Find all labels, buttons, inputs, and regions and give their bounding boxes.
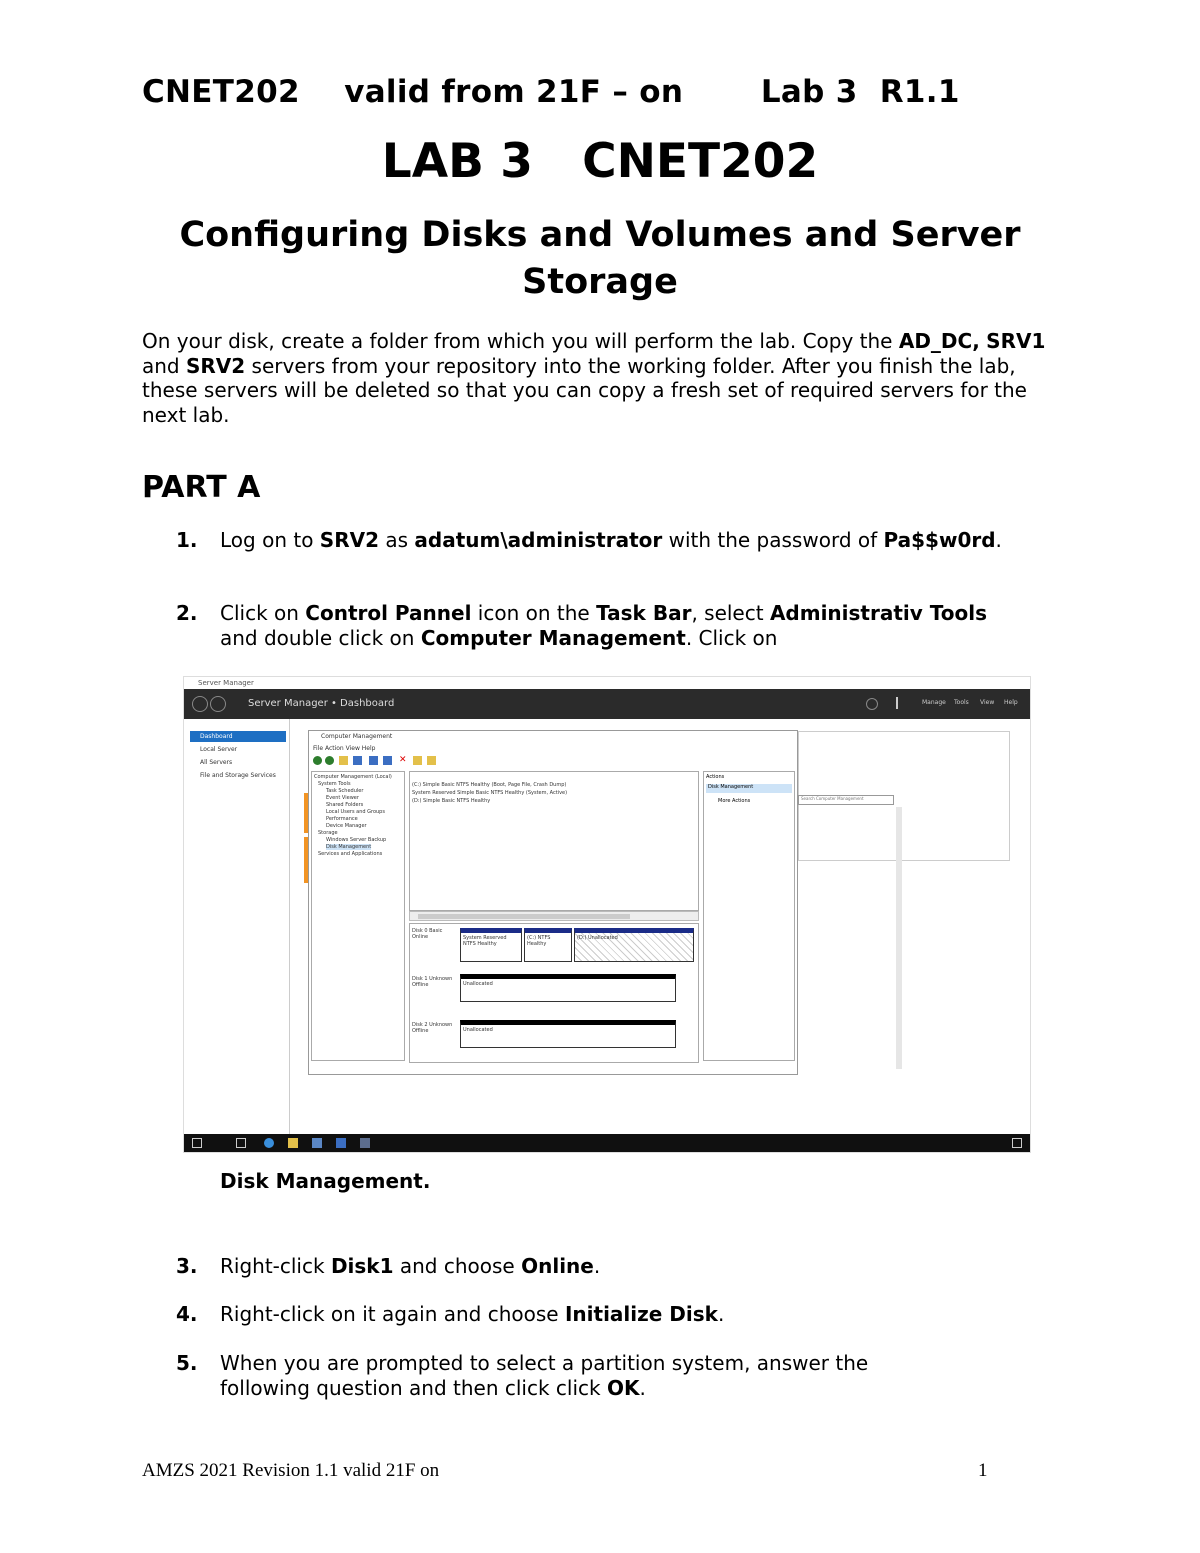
volume-row[interactable]: (D:) Simple Basic NTFS Healthy [412,798,491,804]
view-icon[interactable] [383,756,392,765]
server-manager-icon[interactable] [312,1138,322,1148]
tree-item[interactable]: System Tools [318,781,351,787]
flag-icon[interactable] [896,697,898,709]
tree-item[interactable]: Services and Applications [318,851,383,857]
step-text: Click on Control Pannel icon on the Task Bar, select Administrativ Tools and double click on Computer Management. Click on Disk Management. [220,601,987,1193]
tree-item[interactable]: Windows Server Backup [326,837,387,843]
intro-ad-dc: AD_DC, [898,329,980,353]
tree-item[interactable]: Task Scheduler [326,788,364,794]
intro-text: On your disk, create a folder from which you will perform the lab. Copy the [142,329,899,353]
tree-item[interactable]: Shared Folders [326,802,364,808]
action-more-actions[interactable]: More Actions [718,798,751,804]
back-icon[interactable] [313,756,322,765]
sidebar-item-all-servers[interactable]: All Servers [200,759,233,766]
tree-item[interactable]: Local Users and Groups [326,809,385,815]
footer-text: AMZS 2021 Revision 1.1 valid 21F on [142,1460,440,1481]
open-icon[interactable] [413,756,422,765]
disk1-label[interactable]: Disk 1 Unknown Offline [412,976,453,988]
notification-icon[interactable] [1012,1138,1022,1148]
step-number: 4. [176,1302,198,1326]
powershell-icon[interactable] [336,1138,346,1148]
server-manager-screenshot [183,676,1031,1153]
menu-tools[interactable]: Tools [954,699,969,706]
lab-title: LAB 3 CNET202 [381,134,819,189]
intro-paragraph [142,329,1072,427]
cm-menubar[interactable]: File Action View Help [313,745,376,752]
breadcrumb: Server Manager • Dashboard [248,698,395,709]
step-number: 3. [176,1254,198,1278]
volume-row[interactable]: (C:) Simple Basic NTFS Healthy (Boot, Page File, Crash Dump) [412,782,567,788]
step-number: 1. [176,528,198,552]
tree-item-disk-management[interactable]: Disk Management [326,844,372,850]
intro-srv1: SRV1 [986,329,1046,353]
sidebar [184,719,290,1136]
computer-management-icon[interactable] [360,1138,370,1148]
disk2-label[interactable]: Disk 2 Unknown Offline [412,1022,453,1034]
tree-item[interactable]: Event Viewer [326,795,359,801]
disk2-unallocated[interactable]: Unallocated [460,1020,676,1048]
volume-list [409,771,699,911]
tree-item[interactable]: Performance [326,816,358,822]
disk0-volume[interactable]: (C:) NTFS Healthy [524,928,572,962]
disk0-volume[interactable]: System Reserved NTFS Healthy [460,928,522,962]
step-text: When you are prompted to select a partition system, answer the following question and then click click OK. [220,1351,869,1400]
tree-item[interactable]: Computer Management (Local) [314,774,392,780]
forward-icon[interactable] [210,696,226,712]
actions-header: Actions [706,774,725,780]
intro-text: servers from your repository into the working folder. After you finish the lab, these servers will be deleted so that you can copy a fresh set of required servers for the next lab. [142,353,1027,427]
page-number: 1 [978,1460,988,1481]
document-header: CNET202 valid from 21F – on Lab 3 R1.1 [142,74,960,110]
computer-management-window [308,730,798,1075]
intro-text: and [142,353,186,378]
console-tree [311,771,405,1061]
step-text: Log on to SRV2 as adatum\administrator with the password of Pa$$w0rd. [220,528,1002,552]
menu-manage[interactable]: Manage [922,699,946,706]
disk1-unallocated[interactable]: Unallocated [460,974,676,1002]
horizontal-scrollbar[interactable] [409,911,699,921]
intro-srv2: SRV2 [185,353,246,378]
step-number: 2. [176,601,198,625]
properties-icon[interactable] [353,756,362,765]
actions-pane [703,771,795,1061]
search-icon[interactable] [427,756,436,765]
server-manager-bar [184,689,1030,719]
back-icon[interactable] [192,696,208,712]
task-view-icon[interactable] [236,1138,246,1148]
cm-toolbar [313,755,513,767]
refresh-icon[interactable] [866,698,878,710]
sidebar-item-dashboard[interactable]: Dashboard [190,731,286,742]
sidebar-item-local-server[interactable]: Local Server [200,746,238,753]
delete-icon[interactable]: ✕ [399,755,407,765]
menu-help[interactable]: Help [1004,699,1018,706]
sidebar-item-file-storage[interactable]: File and Storage Services [200,772,276,779]
search-input[interactable]: Search Computer Management [798,795,894,805]
taskbar [184,1134,1030,1152]
step-number: 5. [176,1351,198,1375]
disk0-volume[interactable]: (D:) Unallocated [574,928,694,962]
lab-subtitle: Configuring Disks and Volumes and Server Storage [179,215,1021,302]
disk-graphical-view [409,923,699,1063]
explorer-icon[interactable] [288,1138,298,1148]
action-disk-management[interactable]: Disk Management [706,784,792,793]
tree-item[interactable]: Device Manager [326,823,367,829]
step-text: Right-click on it again and choose Initialize Disk. [220,1302,725,1326]
tree-item[interactable]: Storage [318,830,338,836]
window-titlebar: Server Manager [184,677,1030,689]
vertical-scrollbar[interactable] [896,807,902,1069]
step-text: Right-click Disk1 and choose Online. [220,1254,601,1278]
folder-icon[interactable] [339,756,348,765]
menu-view[interactable]: View [980,699,995,706]
start-icon[interactable] [192,1138,202,1148]
disk0-label[interactable]: Disk 0 Basic Online [412,928,443,940]
cm-title: Computer Management [321,733,393,740]
part-heading: PART A [142,470,261,505]
ie-icon[interactable] [264,1138,274,1148]
help-icon[interactable] [369,756,378,765]
volume-row[interactable]: System Reserved Simple Basic NTFS Healthy (System, Active) [412,790,568,796]
forward-icon[interactable] [325,756,334,765]
